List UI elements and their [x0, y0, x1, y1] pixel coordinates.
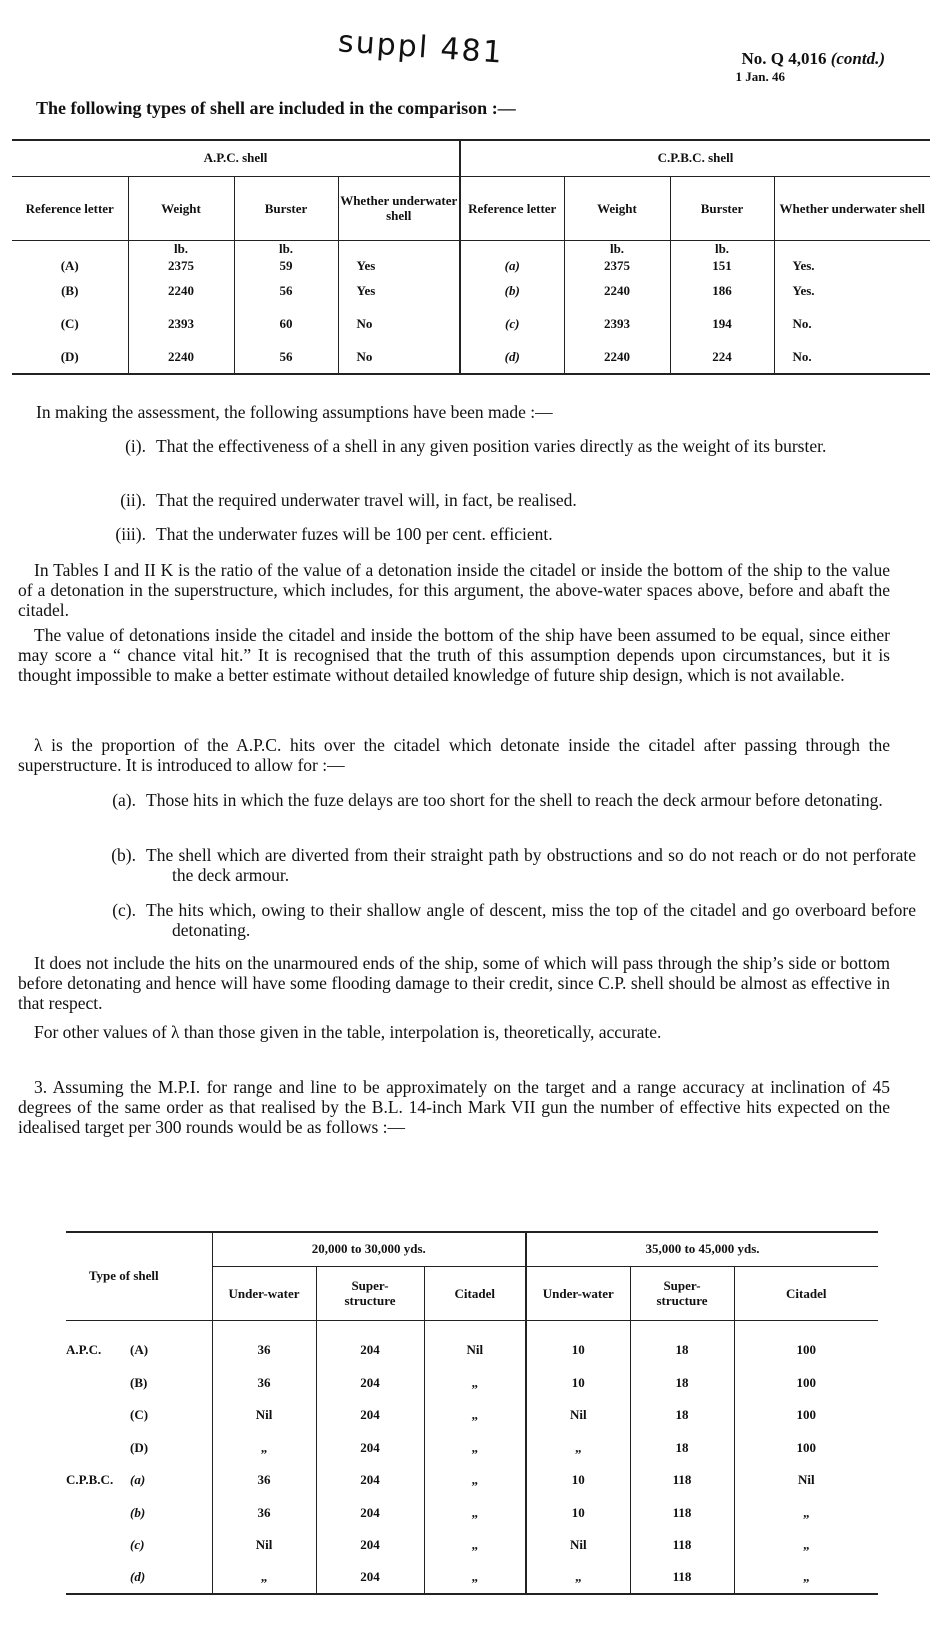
table-cell: Nil	[734, 1464, 878, 1497]
table-cell: Nil	[212, 1529, 316, 1562]
table-row	[66, 1464, 878, 1497]
reason-text: The shell which are diverted from their straight path by obstructions and so do not reach or do not perforate the deck armour.	[146, 845, 916, 885]
assumption-text: That the underwater fuzes will be 100 per cent. efficient.	[156, 524, 553, 544]
table-cell: 204	[316, 1464, 424, 1497]
effective-hits-table	[66, 1231, 878, 1595]
table-row	[12, 308, 930, 341]
assumption-number: (ii).	[120, 490, 146, 510]
shell-types-table	[12, 139, 930, 375]
column-header: Under-water	[212, 1266, 316, 1320]
table-cell: (B)	[61, 283, 79, 298]
table-cell: 100	[734, 1367, 878, 1400]
table-row	[66, 1432, 878, 1465]
table-cell: 10	[526, 1367, 630, 1400]
table-cell: 204	[316, 1562, 424, 1595]
table-cell: 224	[670, 341, 774, 374]
column-header: Whether underwater shell	[774, 176, 930, 240]
table-cell: 118	[630, 1529, 734, 1562]
shell-group-label: C.P.B.C.	[66, 1472, 114, 1488]
table-cell: 118	[630, 1464, 734, 1497]
table-cell: No.	[774, 341, 930, 374]
table-row	[66, 1497, 878, 1530]
table-cell: (b)	[460, 275, 564, 308]
table-cell: 118	[630, 1497, 734, 1530]
table-cell: 10	[526, 1334, 630, 1367]
group-apc-header: A.P.C. shell	[12, 140, 460, 176]
table-cell: „	[734, 1529, 878, 1562]
column-header: Reference letter	[25, 200, 114, 216]
column-header: Super-structure	[630, 1266, 734, 1320]
table-cell: 2240	[128, 341, 234, 374]
table-cell: 204	[316, 1529, 424, 1562]
paragraph-interpolation: For other values of λ than those given in the table, interpolation is, theoretically, accurate.	[34, 1022, 662, 1042]
table-row	[66, 1562, 878, 1595]
table-cell: 56	[234, 275, 338, 308]
column-header: Weight	[128, 176, 234, 240]
column-header: Whether underwater shell	[338, 176, 460, 240]
table-row	[12, 341, 930, 374]
column-header: Reference letter	[460, 176, 564, 240]
table-cell: 204	[316, 1432, 424, 1465]
table-cell: Yes	[338, 257, 460, 275]
assumption-number: (i).	[125, 436, 146, 456]
shell-type-cell	[66, 1432, 212, 1465]
table-cell: 56	[234, 341, 338, 374]
assumption-text: That the effectiveness of a shell in any given position varies directly as the weight of its burster.	[156, 436, 827, 456]
table-cell: Yes	[338, 275, 460, 308]
table-cell: 36	[212, 1464, 316, 1497]
table-cell: (d)	[460, 341, 564, 374]
shell-type-cell	[66, 1464, 212, 1497]
shell-type-cell	[66, 1334, 212, 1367]
table-cell: 186	[670, 275, 774, 308]
table-cell: 151	[670, 257, 774, 275]
table-cell: No	[338, 308, 460, 341]
table-cell: (A)	[60, 257, 79, 273]
type-of-shell-header: Type of shell	[66, 1232, 212, 1320]
table-cell: 2240	[128, 275, 234, 308]
table-cell: 204	[316, 1367, 424, 1400]
table-cell: 2240	[564, 341, 670, 374]
shell-type-cell	[66, 1562, 212, 1595]
column-header: Burster	[234, 176, 338, 240]
table-cell: 60	[234, 308, 338, 341]
assessment-intro: In making the assessment, the following assumptions have been made :—	[36, 402, 553, 422]
reason-number: (a).	[112, 790, 136, 810]
table-cell	[338, 240, 460, 257]
table-cell: Nil	[526, 1529, 630, 1562]
table-cell: 204	[316, 1334, 424, 1367]
reason-text: Those hits in which the fuze delays are too short for the shell to reach the deck armour before detonating.	[146, 790, 883, 810]
column-header: Under-water	[526, 1266, 630, 1320]
table-cell	[12, 240, 128, 257]
reason-number: (c).	[112, 900, 136, 920]
table-cell: 18	[630, 1432, 734, 1465]
table-cell: (c)	[460, 308, 564, 341]
column-header: Super-structure	[316, 1266, 424, 1320]
table-cell: „	[526, 1432, 630, 1465]
table-cell: 204	[316, 1399, 424, 1432]
table-row	[12, 275, 930, 308]
unit-label: lb.	[234, 240, 338, 257]
table-cell: 2393	[128, 308, 234, 341]
unit-row	[12, 240, 930, 257]
table-cell: 118	[630, 1562, 734, 1595]
shell-ref-label: (D)	[130, 1439, 149, 1455]
shell-ref-label: (A)	[130, 1342, 149, 1358]
table-cell: 36	[212, 1497, 316, 1530]
shell-type-cell	[66, 1529, 212, 1562]
assumption-number: (iii).	[115, 524, 146, 544]
table-cell: „	[526, 1562, 630, 1595]
table-cell: Yes.	[774, 275, 930, 308]
table-cell: (D)	[60, 348, 79, 364]
table-row	[66, 1399, 878, 1432]
column-header: Burster	[670, 176, 774, 240]
unit-label: lb.	[670, 240, 774, 257]
shell-ref-label: (B)	[130, 1374, 148, 1390]
unit-label: lb.	[564, 240, 670, 257]
paragraph-k-ratio: In Tables I and II K is the ratio of the value of a detonation inside the citadel or inside the bottom of the ship to the value of a detonation in the superstructure, which includes, for this argument, the above-water spaces above, before and abaft the citadel.	[18, 560, 890, 620]
paragraph-unarmoured-ends: It does not include the hits on the unarmoured ends of the ship, some of which will pass through the ship’s side or bottom before detonating and hence will have some flooding damage to their credit, since C.P. shell should be almost as effective in that respect.	[18, 953, 890, 1013]
table-cell: „	[424, 1399, 526, 1432]
table-cell: 2393	[564, 308, 670, 341]
shell-type-cell	[66, 1399, 212, 1432]
group-cpbc-header: C.P.B.C. shell	[460, 140, 930, 176]
table-cell: 59	[234, 257, 338, 275]
table-row	[66, 1367, 878, 1400]
column-header: Citadel	[734, 1266, 878, 1320]
table-cell: Nil	[212, 1399, 316, 1432]
table-cell: „	[734, 1497, 878, 1530]
table-cell: 36	[212, 1367, 316, 1400]
table-cell: 2375	[128, 257, 234, 275]
paragraph-lambda: λ is the proportion of the A.P.C. hits over the citadel which detonate inside the citadel after passing through the superstructure. It is introduced to allow for :—	[18, 735, 890, 775]
intro-text: The following types of shell are included in the comparison :—	[36, 98, 516, 118]
contd-label: (contd.)	[830, 49, 885, 68]
table-cell: 2240	[564, 275, 670, 308]
document-header	[736, 50, 885, 86]
shell-ref-label: (d)	[130, 1569, 146, 1585]
table-cell: 194	[670, 308, 774, 341]
table-cell: 36	[212, 1334, 316, 1367]
shell-type-cell	[66, 1497, 212, 1530]
shell-group-label: A.P.C.	[66, 1342, 102, 1358]
paragraph-effective-hits: 3. Assuming the M.P.I. for range and line to be approximately on the target and a range accuracy at inclination of 45 degrees of the same order as that realised by the B.L. 14-inch Mark VII gun the number of effective hits expected on the idealised target per 300 rounds would be as follows :—	[18, 1077, 890, 1137]
table-cell: „	[734, 1562, 878, 1595]
column-header: Weight	[564, 176, 670, 240]
table-cell: (C)	[60, 316, 79, 331]
table-cell: „	[424, 1367, 526, 1400]
table-cell: No.	[774, 308, 930, 341]
table-cell: 18	[630, 1399, 734, 1432]
shell-ref-label: (b)	[130, 1504, 146, 1520]
document-date: 1 Jan. 46	[735, 69, 785, 84]
table-cell: 100	[734, 1432, 878, 1465]
table-cell: (a)	[460, 257, 564, 275]
shell-ref-label: (c)	[130, 1537, 145, 1553]
table-cell: „	[424, 1562, 526, 1595]
table-cell: 100	[734, 1334, 878, 1367]
reason-number: (b).	[111, 845, 136, 865]
table-cell: 204	[316, 1497, 424, 1530]
table-cell	[774, 240, 930, 257]
table-cell: „	[212, 1432, 316, 1465]
column-header: Citadel	[424, 1266, 526, 1320]
table-cell: „	[424, 1432, 526, 1465]
table-cell: „	[212, 1562, 316, 1595]
assumption-text: That the required underwater travel will, in fact, be realised.	[156, 490, 577, 510]
table-cell: Yes.	[774, 257, 930, 275]
table-cell: „	[424, 1464, 526, 1497]
table-cell: „	[424, 1529, 526, 1562]
reason-text: The hits which, owing to their shallow angle of descent, miss the top of the citadel and go overboard before detonating.	[146, 900, 916, 940]
table-cell: „	[424, 1497, 526, 1530]
table-cell: No	[338, 341, 460, 374]
document-number: No. Q 4,016	[741, 49, 827, 68]
table-cell: 18	[630, 1334, 734, 1367]
handwritten-annotation: suppl 481	[336, 24, 505, 71]
shell-type-cell	[66, 1367, 212, 1400]
shell-ref-label: (a)	[130, 1472, 146, 1488]
table-cell: Nil	[424, 1334, 526, 1367]
table-cell: 10	[526, 1497, 630, 1530]
table-row	[12, 257, 930, 275]
paragraph-detonation-value: The value of detonations inside the citadel and inside the bottom of the ship have been assumed to be equal, since either may score a “ chance vital hit.” It is recognised that the truth of this assumption depends upon circumstances, but it is thought impossible to make a better estimate without detailed knowledge of future ship design, which is not available.	[18, 625, 890, 685]
table-row	[66, 1529, 878, 1562]
range-20-30-header: 20,000 to 30,000 yds.	[212, 1232, 526, 1266]
table-cell: 18	[630, 1367, 734, 1400]
table-cell	[460, 240, 564, 257]
table-cell: Nil	[526, 1399, 630, 1432]
shell-ref-label: (C)	[130, 1407, 149, 1423]
table-row	[66, 1334, 878, 1367]
table-cell: 2375	[564, 257, 670, 275]
table-cell: 100	[734, 1399, 878, 1432]
unit-label: lb.	[128, 240, 234, 257]
table-cell: 10	[526, 1464, 630, 1497]
range-35-45-header: 35,000 to 45,000 yds.	[526, 1232, 878, 1266]
